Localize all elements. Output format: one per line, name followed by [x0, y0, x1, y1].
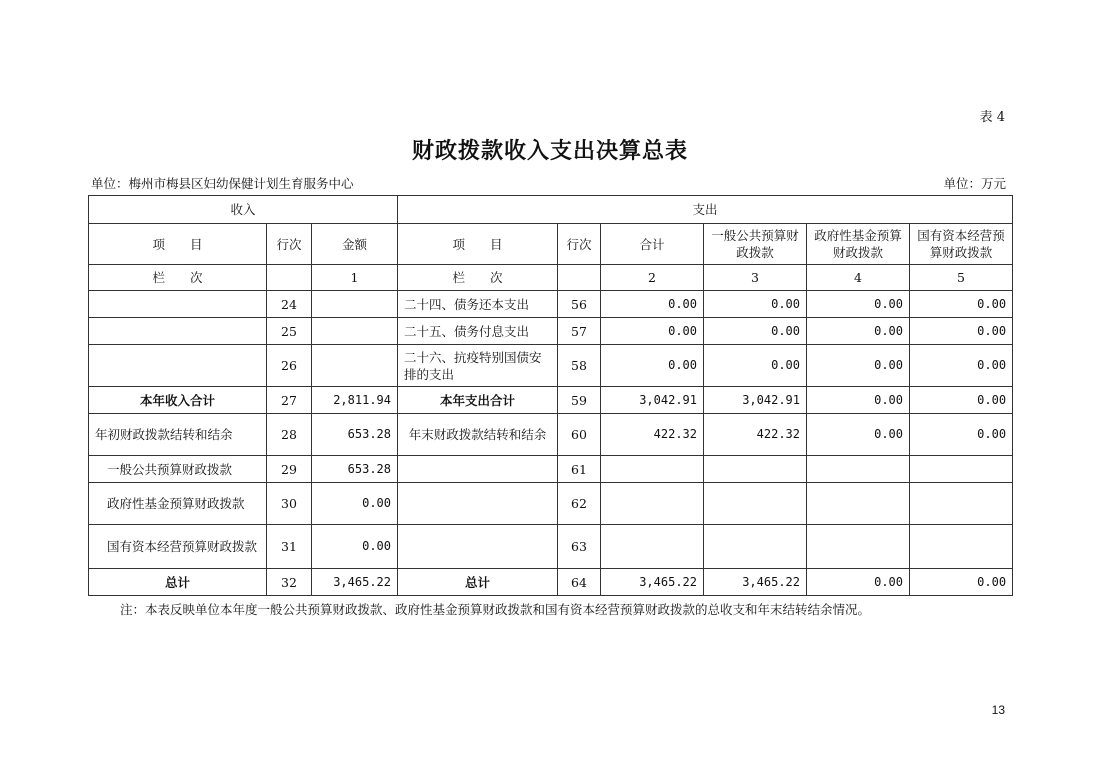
fund-value: 0.00 — [807, 318, 910, 345]
expense-header: 支出 — [398, 196, 1013, 224]
income-item: 本年收入合计 — [89, 387, 267, 414]
expense-line: 60 — [558, 414, 601, 456]
income-item: 年初财政拨款结转和结余 — [89, 414, 267, 456]
income-line: 26 — [267, 345, 312, 387]
expense-line: 59 — [558, 387, 601, 414]
expense-item — [398, 456, 558, 483]
income-amount — [312, 291, 398, 318]
table-row — [89, 525, 1013, 569]
expense-item: 二十六、抗疫特别国债安排的支出 — [398, 345, 558, 387]
income-item: 总计 — [89, 569, 267, 596]
income-amount: 2,811.94 — [312, 387, 398, 414]
expense-item: 本年支出合计 — [398, 387, 558, 414]
income-amount: 653.28 — [312, 456, 398, 483]
total-header: 合计 — [601, 224, 704, 265]
total-value — [601, 525, 704, 569]
expense-line: 63 — [558, 525, 601, 569]
general-value: 3,465.22 — [704, 569, 807, 596]
state-capital-header: 国有资本经营预算财政拨款 — [910, 224, 1013, 265]
income-amount — [312, 345, 398, 387]
unit-currency: 单位：万元 — [943, 176, 1006, 191]
general-value — [704, 525, 807, 569]
table-row — [89, 318, 1013, 345]
income-line: 27 — [267, 387, 312, 414]
income-amount — [312, 318, 398, 345]
fund-value — [807, 456, 910, 483]
unit-organization: 单位：梅州市梅县区妇幼保健计划生育服务中心 — [91, 176, 354, 191]
column-label: 栏 次 — [398, 265, 558, 291]
income-line-header: 行次 — [267, 224, 312, 265]
total-value: 0.00 — [601, 318, 704, 345]
column-number-2: 2 — [601, 265, 704, 291]
income-item — [89, 291, 267, 318]
income-header: 收入 — [89, 196, 398, 224]
income-item: 国有资本经营预算财政拨款 — [89, 525, 267, 569]
expense-item — [398, 525, 558, 569]
expense-line: 64 — [558, 569, 601, 596]
expense-line: 61 — [558, 456, 601, 483]
table-row — [89, 483, 1013, 525]
expense-item: 总计 — [398, 569, 558, 596]
table-row — [89, 291, 1013, 318]
fund-value — [807, 525, 910, 569]
expense-item: 二十四、债务还本支出 — [398, 291, 558, 318]
page-number: 13 — [991, 703, 1005, 717]
income-item — [89, 318, 267, 345]
income-line: 28 — [267, 414, 312, 456]
income-item: 政府性基金预算财政拨款 — [89, 483, 267, 525]
income-line: 31 — [267, 525, 312, 569]
income-item: 一般公共预算财政拨款 — [89, 456, 267, 483]
income-item-header: 项 目 — [89, 224, 267, 265]
fund-value: 0.00 — [807, 345, 910, 387]
expense-line: 58 — [558, 345, 601, 387]
fund-value — [807, 483, 910, 525]
footnote: 注：本表反映单位本年度一般公共预算财政拨款、政府性基金预算财政拨款和国有资本经营预算财政拨款的总收支和年末结转结余情况。 — [120, 602, 871, 617]
expense-item — [398, 483, 558, 525]
general-budget-header: 一般公共预算财政拨款 — [704, 224, 807, 265]
header-row-columns — [89, 224, 1013, 265]
expense-item-header: 项 目 — [398, 224, 558, 265]
table-row — [89, 414, 1013, 456]
general-value: 0.00 — [704, 345, 807, 387]
table-row — [89, 387, 1013, 414]
capital-value — [910, 483, 1013, 525]
income-amount: 0.00 — [312, 483, 398, 525]
column-number-3: 3 — [704, 265, 807, 291]
column-label: 栏 次 — [89, 265, 267, 291]
gov-fund-header: 政府性基金预算财政拨款 — [807, 224, 910, 265]
total-value: 0.00 — [601, 291, 704, 318]
capital-value: 0.00 — [910, 569, 1013, 596]
empty-cell — [267, 265, 312, 291]
capital-value: 0.00 — [910, 414, 1013, 456]
general-value — [704, 456, 807, 483]
total-value: 0.00 — [601, 345, 704, 387]
income-item — [89, 345, 267, 387]
general-value: 0.00 — [704, 318, 807, 345]
total-value: 3,042.91 — [601, 387, 704, 414]
income-line: 32 — [267, 569, 312, 596]
general-value — [704, 483, 807, 525]
total-value — [601, 456, 704, 483]
capital-value: 0.00 — [910, 345, 1013, 387]
capital-value — [910, 525, 1013, 569]
income-line: 30 — [267, 483, 312, 525]
income-amount: 3,465.22 — [312, 569, 398, 596]
general-value: 3,042.91 — [704, 387, 807, 414]
expense-line: 57 — [558, 318, 601, 345]
fund-value: 0.00 — [807, 569, 910, 596]
expense-item: 二十五、债务付息支出 — [398, 318, 558, 345]
table-row — [89, 569, 1013, 596]
expense-line-header: 行次 — [558, 224, 601, 265]
budget-table — [88, 195, 1013, 596]
table-label: 表 4 — [979, 110, 1005, 125]
income-line: 29 — [267, 456, 312, 483]
fund-value: 0.00 — [807, 414, 910, 456]
total-value — [601, 483, 704, 525]
income-line: 24 — [267, 291, 312, 318]
header-row-group — [89, 196, 1013, 224]
general-value: 422.32 — [704, 414, 807, 456]
column-number-5: 5 — [910, 265, 1013, 291]
expense-item: 年末财政拨款结转和结余 — [398, 414, 558, 456]
fund-value: 0.00 — [807, 291, 910, 318]
capital-value: 0.00 — [910, 318, 1013, 345]
fund-value: 0.00 — [807, 387, 910, 414]
capital-value — [910, 456, 1013, 483]
income-amount: 0.00 — [312, 525, 398, 569]
table-row — [89, 345, 1013, 387]
expense-line: 56 — [558, 291, 601, 318]
table-row — [89, 456, 1013, 483]
income-line: 25 — [267, 318, 312, 345]
unit-row — [91, 174, 1006, 192]
income-amount: 653.28 — [312, 414, 398, 456]
column-number-row — [89, 265, 1013, 291]
income-amount-header: 金额 — [312, 224, 398, 265]
total-value: 3,465.22 — [601, 569, 704, 596]
expense-line: 62 — [558, 483, 601, 525]
capital-value: 0.00 — [910, 387, 1013, 414]
column-number-1: 1 — [312, 265, 398, 291]
capital-value: 0.00 — [910, 291, 1013, 318]
column-number-4: 4 — [807, 265, 910, 291]
page-title: 财政拨款收入支出决算总表 — [411, 138, 688, 164]
empty-cell — [558, 265, 601, 291]
general-value: 0.00 — [704, 291, 807, 318]
total-value: 422.32 — [601, 414, 704, 456]
